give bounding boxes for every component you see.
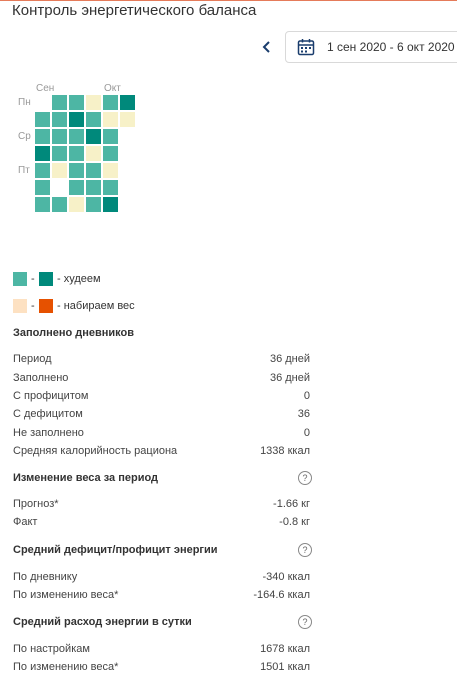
stat-value: -164.6 ккал xyxy=(253,589,310,601)
page-title: Контроль энергетического баланса xyxy=(12,2,257,19)
heatmap-cell[interactable] xyxy=(86,197,101,212)
stat-label: По настройкам xyxy=(13,643,90,655)
stat-label: По изменению веса* xyxy=(13,589,119,601)
heatmap-cell[interactable] xyxy=(69,146,84,161)
stat-label: Заполнено xyxy=(13,372,69,384)
legend-dash: - xyxy=(31,300,35,312)
heatmap-cell[interactable] xyxy=(103,112,118,127)
heatmap-cell[interactable] xyxy=(103,95,118,110)
heatmap-cell[interactable] xyxy=(52,163,67,178)
stat-value: 36 дней xyxy=(269,353,310,365)
stat-value: 36 дней xyxy=(269,372,310,384)
heatmap-cell[interactable] xyxy=(103,129,118,144)
section-title-diaries: Заполнено дневников xyxy=(13,327,135,339)
stat-value: 1678 ккал xyxy=(260,643,310,655)
legend-swatch-lose-light xyxy=(13,272,27,286)
help-icon[interactable]: ? xyxy=(298,615,312,629)
calendar-icon xyxy=(297,38,315,56)
heatmap-cell[interactable] xyxy=(86,95,101,110)
help-icon[interactable]: ? xyxy=(298,471,312,485)
heatmap-cell[interactable] xyxy=(69,163,84,178)
heatmap-cell[interactable] xyxy=(69,95,84,110)
legend-gain-text: - набираем вес xyxy=(57,300,135,312)
heatmap-cell[interactable] xyxy=(103,146,118,161)
heatmap-cell[interactable] xyxy=(120,112,135,127)
heatmap-cell[interactable] xyxy=(52,129,67,144)
stat-label: Период xyxy=(13,353,52,365)
heatmap-cell[interactable] xyxy=(103,197,118,212)
heatmap-cell[interactable] xyxy=(35,163,50,178)
legend-swatch-gain-light xyxy=(13,299,27,313)
section-title-expense: Средний расход энергии в сутки xyxy=(13,616,192,628)
heatmap-cell[interactable] xyxy=(35,112,50,127)
stat-value: 0 xyxy=(303,390,310,402)
heatmap-cell[interactable] xyxy=(103,180,118,195)
heatmap-cell[interactable] xyxy=(86,129,101,144)
legend-dash: - xyxy=(31,273,35,285)
heatmap-cell[interactable] xyxy=(52,95,67,110)
stat-value: 1338 ккал xyxy=(260,445,310,457)
heatmap-month-label: Окт xyxy=(104,83,121,94)
section-title-weight: Изменение веса за период xyxy=(13,472,159,484)
heatmap-cell[interactable] xyxy=(69,180,84,195)
help-icon[interactable]: ? xyxy=(298,543,312,557)
heatmap-cell[interactable] xyxy=(35,197,50,212)
heatmap-cell[interactable] xyxy=(103,163,118,178)
heatmap-cell[interactable] xyxy=(52,180,67,195)
legend-swatch-gain-dark xyxy=(39,299,53,313)
stat-label: С профицитом xyxy=(13,390,89,402)
stat-label: По дневнику xyxy=(13,571,78,583)
previous-period-button[interactable] xyxy=(258,38,276,56)
heatmap-weekday-label: Пт xyxy=(18,165,30,176)
heatmap-cell[interactable] xyxy=(52,146,67,161)
heatmap-cell[interactable] xyxy=(35,95,50,110)
stat-label: Факт xyxy=(13,516,38,528)
heatmap-cell[interactable] xyxy=(86,163,101,178)
heatmap-weekday-label: Пн xyxy=(18,97,31,108)
heatmap-month-label: Сен xyxy=(36,83,55,94)
heatmap-cell[interactable] xyxy=(86,112,101,127)
heatmap-cell[interactable] xyxy=(69,197,84,212)
stat-label: Прогноз* xyxy=(13,498,59,510)
chevron-left-icon xyxy=(262,41,272,53)
stat-value: 1501 ккал xyxy=(260,661,310,673)
section-title-deficit: Средний дефицит/профицит энергии xyxy=(13,544,218,556)
date-range-picker[interactable] xyxy=(285,31,457,63)
stat-label: Не заполнено xyxy=(13,427,84,439)
stat-value: -1.66 кг xyxy=(273,498,310,510)
stat-value: 0 xyxy=(303,427,310,439)
stat-label: С дефицитом xyxy=(13,408,83,420)
heatmap-cell[interactable] xyxy=(86,180,101,195)
top-accent-line xyxy=(0,0,457,1)
stat-value: -0.8 кг xyxy=(279,516,310,528)
heatmap-cell[interactable] xyxy=(35,146,50,161)
heatmap-cell[interactable] xyxy=(69,112,84,127)
heatmap-cell[interactable] xyxy=(52,112,67,127)
heatmap-cell[interactable] xyxy=(120,95,135,110)
heatmap-weekday-label: Ср xyxy=(18,131,31,142)
heatmap-cell[interactable] xyxy=(86,146,101,161)
date-range-text: 1 сен 2020 - 6 окт 2020 xyxy=(327,40,455,54)
stat-label: По изменению веса* xyxy=(13,661,119,673)
heatmap-cell[interactable] xyxy=(52,197,67,212)
stat-value: 36 xyxy=(297,408,310,420)
legend-swatch-lose-dark xyxy=(39,272,53,286)
legend-lose-text: - худеем xyxy=(57,273,101,285)
heatmap-cell[interactable] xyxy=(35,129,50,144)
stat-value: -340 ккал xyxy=(262,571,310,583)
heatmap-cell[interactable] xyxy=(35,180,50,195)
stat-label: Средняя калорийность рациона xyxy=(13,445,178,457)
heatmap-cell[interactable] xyxy=(69,129,84,144)
